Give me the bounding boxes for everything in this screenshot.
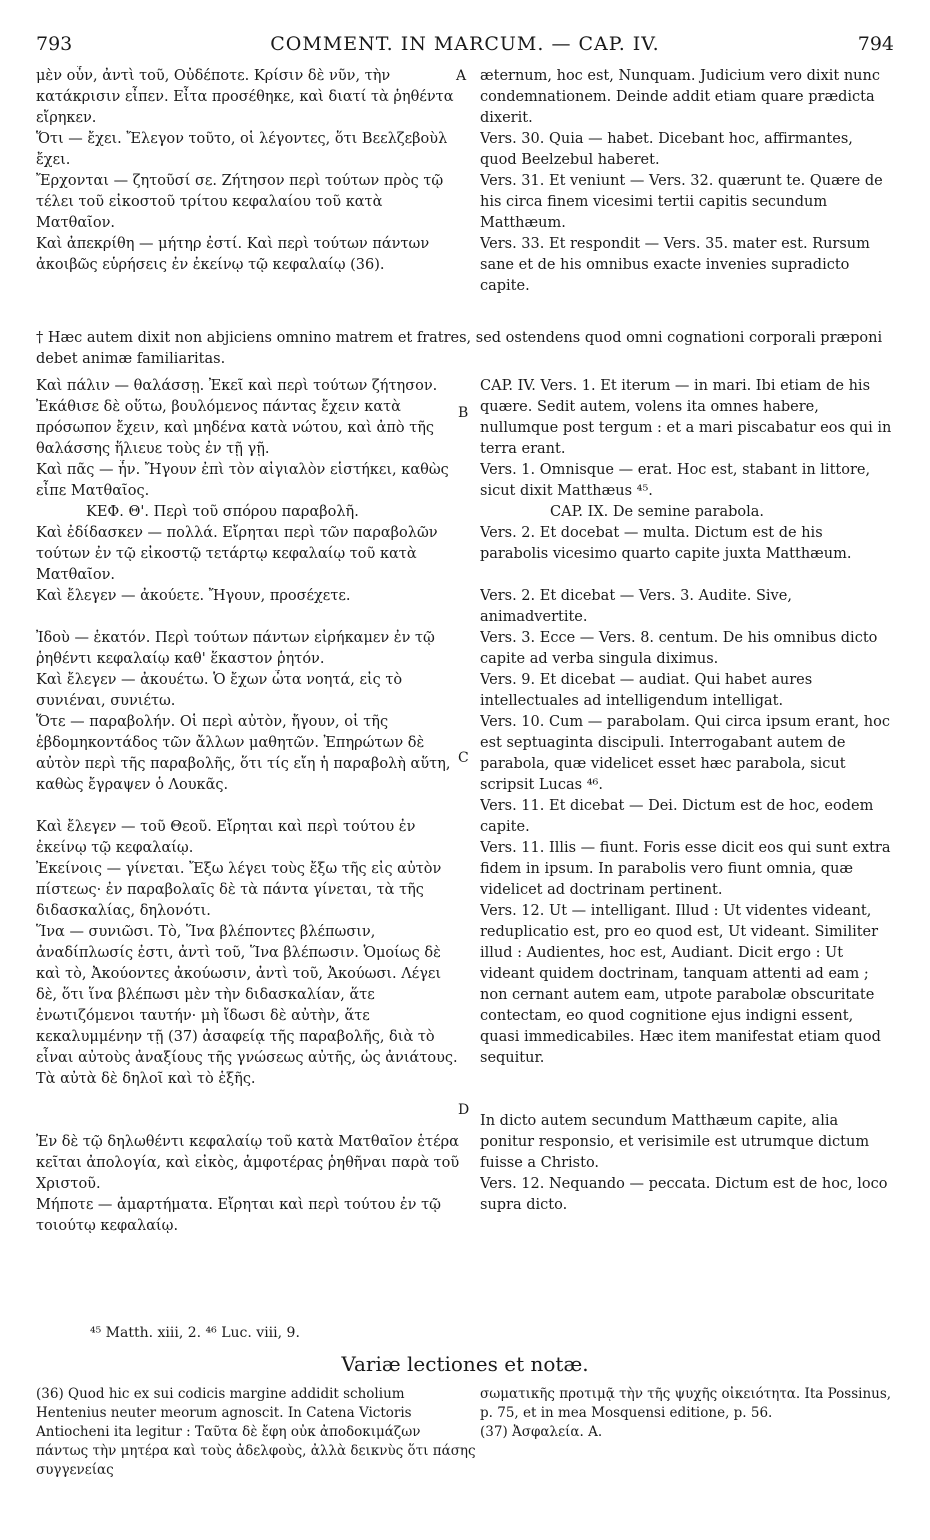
latin-paragraph: Vers. 11. Et dicebat — Dei. Dictum est de hoc, eodem capite.	[480, 798, 874, 835]
greek-paragraph: Καὶ πᾶς — ἦν. Ἤγουν ἐπὶ τὸν αἰγιαλὸν εἱστήκει, καθὼς εἶπε Ματθαῖος.	[36, 462, 449, 499]
greek-paragraph: Καὶ ἔλεγεν — τοῦ Θεοῦ. Εἴρηται καὶ περὶ τούτου ἐν ἐκείνῳ τῷ κεφαλαίῳ.	[36, 819, 416, 856]
latin-paragraph: CAP. IV. Vers. 1. Et iterum — in mari. Ibi etiam de his quære. Sedit autem, volens ita omnes habere, nullumque post tergum : et a mari piscabatur eos qui in terra erant.	[480, 378, 892, 457]
latin-paragraph: In dicto autem secundum Matthæum capite, alia ponitur responsio, et verisimile est utrumque dictum fuisse a Christo.	[480, 1113, 870, 1171]
footnotes: ⁴⁵ Matth. xiii, 2. ⁴⁶ Luc. viii, 9.	[90, 1325, 300, 1341]
greek-paragraph: Καὶ πάλιν — θαλάσσῃ. Ἐκεῖ καὶ περὶ τούτων ζήτησον. Ἐκάθισε δὲ οὕτω, βουλόμενος πάντας ἔχειν κατὰ πρόσωπον ἔχειν, καὶ μηδένα κατὰ νώτου, καὶ ἀπὸ τῆς θαλάσσης ἥλιευε τοὺς ἐν τῇ γῇ.	[36, 378, 438, 457]
margin-letter: D	[458, 1102, 470, 1118]
greek-paragraph: Ἔρχονται — ζητοῦσί σε. Ζήτησον περὶ τούτων πρὸς τῷ τέλει τοῦ εἰκοστοῦ τρίτου κεφαλαίου τοῦ κατὰ Ματθαῖον.	[36, 173, 444, 231]
variae-lectiones-heading: Variæ lectiones et notæ.	[341, 1352, 589, 1376]
latin-paragraph: Vers. 1. Omnisque — erat. Hoc est, stabant in littore, sicut dixit Matthæus ⁴⁵.	[480, 462, 871, 499]
greek-paragraph: Ὅτε — παραβολήν. Οἱ περὶ αὐτὸν, ἤγουν, οἱ τῆς ἑβδομηκοντάδος τῶν ἄλλων μαθητῶν. Ἐπηρώτων δὲ αὐτὸν περὶ τῆς παραβολῆς, ὅτι τίς εἴη ἡ παραβολὴ αὕτη, καθὼς ἔγραψεν ὁ Λουκᾶς.	[36, 714, 451, 793]
page-header	[0, 33, 930, 63]
chapter-heading: CAP. IX. De semine parabola.	[550, 504, 765, 520]
greek-paragraph: μὲν οὖν, ἀντὶ τοῦ, Οὐδέποτε. Κρίσιν δὲ νῦν, τὴν κατάκρισιν εἶπεν. Εἶτα προσέθηκε, καὶ διατί τὰ ῥηθέντα εἴρηκεν.	[36, 68, 454, 126]
margin-letter: B	[458, 405, 469, 421]
margin-letter: C	[458, 750, 469, 766]
margin-letter: A	[456, 68, 467, 84]
greek-paragraph: Ἐκείνοις — γίνεται. Ἔξω λέγει τοὺς ἔξω τῆς εἰς αὐτὸν πίστεως· ἐν παραβολαῖς δὲ τὰ πάντα γίνεται, τὰ τῆς διδασκαλίας, δηλονότι.	[36, 861, 442, 919]
page-number-right: 794	[857, 33, 894, 55]
chapter-heading: ΚΕΦ. Θ'. Περὶ τοῦ σπόρου παραβολῆ.	[86, 504, 359, 520]
latin-paragraph: Vers. 2. Et dicebat — Vers. 3. Audite. Sive, animadvertite.	[480, 588, 792, 625]
greek-paragraph: Ἐν δὲ τῷ δηλωθέντι κεφαλαίῳ τοῦ κατὰ Ματθαῖον ἑτέρα κεῖται ἀπολογία, καὶ εἰκὸς, ἀμφοτέρας ῥηθῆναι παρὰ τοῦ Χριστοῦ.	[36, 1134, 460, 1192]
latin-full-width-note: † Hæc autem dixit non abjiciens omnino matrem et fratres, sed ostendens quod omni cognationi corporali præponi debet animæ familiaritas.	[36, 330, 883, 367]
latin-paragraph: Vers. 31. Et veniunt — Vers. 32. quærunt te. Quære de his circa finem vicesimi tertii capitis secundum Matthæum.	[480, 173, 883, 231]
running-title: COMMENT. IN MARCUM. — CAP. IV.	[270, 33, 660, 55]
latin-paragraph: Vers. 12. Ut — intelligant. Illud : Ut videntes videant, reduplicatio est, pro eo quod est, Ut videant. Similiter illud : Audientes, hoc est, Audiant. Dicit ergo : Ut videant quidem doctrinam, tanquam attenti ad eam ; non cernant autem eam, utpote parabolæ obscuritate contectam, eo quod cognitione ejus indigni essent, quasi immedicabiles. Hæc item manifestat etiam quod sequitur.	[480, 903, 881, 1066]
page-number-left: 793	[36, 33, 73, 55]
greek-column-bottom	[36, 376, 464, 1237]
latin-paragraph: Vers. 33. Et respondit — Vers. 35. mater est. Rursum sane et de his omnibus exacte invenies supradicto capite.	[480, 236, 870, 294]
greek-paragraph: Ὅτι — ἔχει. Ἔλεγον τοῦτο, οἱ λέγοντες, ὅτι Βεελζεβοὺλ ἔχει.	[36, 131, 448, 168]
greek-paragraph: Μήποτε — ἁμαρτήματα. Εἴρηται καὶ περὶ τούτου ἐν τῷ τοιούτῳ κεφαλαίῳ.	[36, 1197, 441, 1234]
greek-paragraph: Καὶ ἀπεκρίθη — μήτηρ ἐστί. Καὶ περὶ τούτων πάντων ἀκοιβῶς εὑρήσεις ἐν ἐκείνῳ τῷ κεφαλαίῳ (36).	[36, 236, 430, 273]
latin-paragraph: Vers. 12. Nequando — peccata. Dictum est de hoc, loco supra dicto.	[480, 1176, 888, 1213]
greek-paragraph: Καὶ ἔλεγεν — ἀκούετε. Ἤγουν, προσέχετε.	[36, 588, 351, 604]
greek-paragraph: Καὶ ἐδίδασκεν — πολλά. Εἴρηται περὶ τῶν παραβολῶν τούτων ἐν τῷ εἰκοστῷ τετάρτῳ κεφαλαίῳ τοῦ κατὰ Ματθαῖον.	[36, 525, 438, 583]
greek-paragraph: Ἰδοὺ — ἑκατόν. Περὶ τούτων πάντων εἰρήκαμεν ἐν τῷ ῥηθέντι κεφαλαίῳ καθ' ἕκαστον ῥητόν.	[36, 630, 435, 667]
latin-paragraph: Vers. 11. Illis — fiunt. Foris esse dicit eos qui sunt extra fidem in ipsum. In parabolis vero fiunt omnia, quæ videlicet ad doctrinam pertinent.	[480, 840, 891, 898]
greek-paragraph: Καὶ ἔλεγεν — ἀκουέτω. Ὁ ἔχων ὦτα νοητά, εἰς τὸ συνιέναι, συνιέτω.	[36, 672, 403, 709]
variae-notes-left: (36) Quod hic ex sui codicis margine addidit scholium Hentenius neuter meorum agnoscit. In Catena Victoris Antiocheni ita legitur : Ταῦτα δὲ ἔφη οὐκ ἀποδοκιμάζων πάντως τὴν μητέρα καὶ τοὺς ἀδελφοὺς, ἀλλὰ δεικνὺς ὅτι πάσης συγγενείας	[36, 1386, 476, 1478]
latin-paragraph: æternum, hoc est, Nunquam. Judicium vero dixit nunc condemnationem. Deinde addit etiam quare prædicta dixerit.	[480, 68, 880, 126]
latin-column-top	[480, 66, 894, 297]
greek-column-top	[36, 66, 467, 297]
variae-notes-right: σωματικῆς προτιμᾷ τὴν τῆς ψυχῆς οἰκειότητα. Ita Possinus, p. 75, et in mea Mosquensi editione, p. 56. (37) Ἀσφαλεία. A.	[480, 1386, 892, 1440]
latin-paragraph: Vers. 3. Ecce — Vers. 8. centum. De his omnibus dicto capite ad verba singula diximus.	[480, 630, 878, 667]
latin-paragraph: Vers. 10. Cum — parabolam. Qui circa ipsum erant, hoc est septuaginta discipuli. Interrogabant autem de parabola, quæ videlicet esset hæc parabola, sicut scripsit Lucas ⁴⁶.	[480, 714, 890, 793]
greek-paragraph: Ἵνα — συνιῶσι. Τὸ, Ἵνα βλέποντες βλέπωσιν, ἀναδίπλωσίς ἐστι, ἀντὶ τοῦ, Ἵνα βλέπωσιν. Ὁμοίως δὲ καὶ τὸ, Ἀκούοντες ἀκούωσιν, ἀντὶ τοῦ, Ἀκούωσι. Λέγει δὲ, ὅτι ἵνα βλέπωσι μὲν τὴν διδασκαλίαν, ἅτε ἐνωτιζόμενοι ταυτήν· μὴ ἴδωσι δὲ αὐτὴν, ἅτε κεκαλυμμένην τῇ (37) ἀσαφείᾳ τῆς παραβολῆς, διὰ τὸ εἶναι αὐτοὺς ἀναξίους τῆς γνώσεως αὐτῆς, ὡς ἀνιάτους. Τὰ αὐτὰ δὲ δηλοῖ καὶ τὸ ἑξῆς.	[36, 924, 458, 1087]
latin-paragraph: Vers. 30. Quia — habet. Dicebant hoc, affirmantes, quod Beelzebul haberet.	[480, 131, 853, 168]
latin-paragraph: Vers. 2. Et docebat — multa. Dictum est de his parabolis vicesimo quarto capite juxta Matthæum.	[480, 525, 852, 562]
latin-paragraph: Vers. 9. Et dicebat — audiat. Qui habet aures intellectuales ad intelligendum intelligat.	[480, 672, 813, 709]
latin-column-bottom	[480, 376, 894, 1216]
